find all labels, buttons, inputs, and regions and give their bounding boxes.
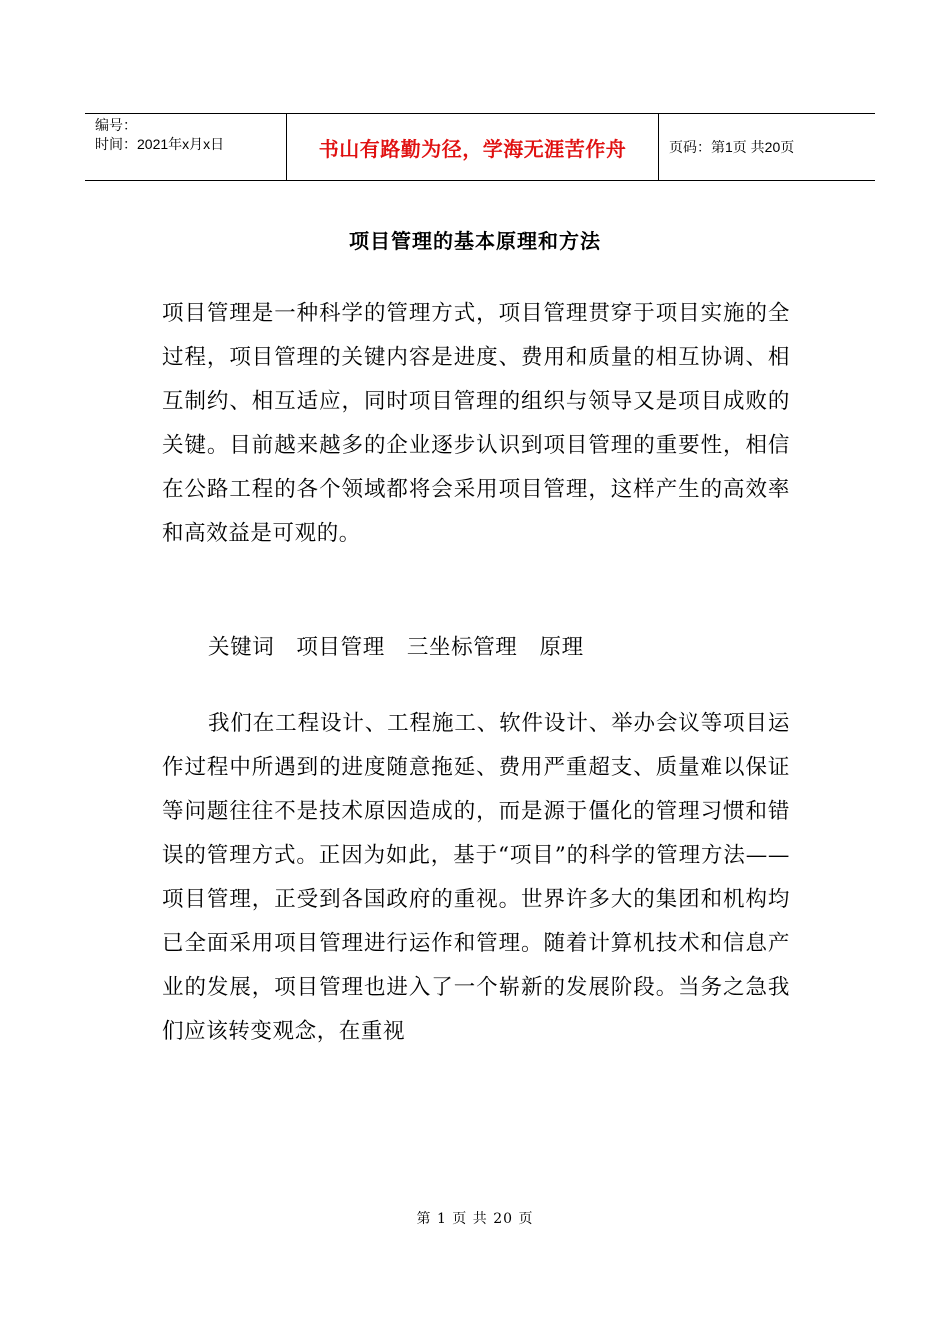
body-paragraph: 我们在工程设计、工程施工、软件设计、举办会议等项目运作过程中所遇到的进度随意拖延、费用严重超支、质量难以保证等问题往往不是技术原因造成的，而是源于僵化的管理习惯和错误的管理方式。正因为如此，基于“项目”的科学的管理方法——项目管理，正受到各国政府的重视。世界许多大的集团和机构均已全面采用项目管理进行运作和管理。随着计算机技术和信息产业的发展，项目管理也进入了一个崭新的发展阶段。当务之急我们应该转变观念，在重视 [162, 711, 790, 1044]
document-title: 项目管理的基本原理和方法 [349, 229, 601, 253]
document-header [85, 113, 875, 181]
page-footer: 第 1 页 共 20 页 [416, 1211, 534, 1227]
header-meta-cell [85, 114, 286, 180]
abstract-paragraph: 项目管理是一种科学的管理方式，项目管理贯穿于项目实施的全过程，项目管理的关键内容是进度、费用和质量的相互协调、相互制约、相互适应，同时项目管理的组织与领导又是项目成败的关键。目前越来越多的企业逐步认识到项目管理的重要性，相信在公路工程的各个领域都将会采用项目管理，这样产生的高效率和高效益是可观的。 [162, 301, 790, 546]
serial-number-label: 编号： [95, 117, 137, 133]
header-motto-cell [286, 114, 659, 180]
keywords-line: 关键词 项目管理 三坐标管理 原理 [208, 635, 584, 660]
header-page-cell [659, 114, 875, 180]
header-page-info: 页码：第1页 共20页 [669, 139, 795, 155]
time-label: 时间：2021年x月x日 [95, 136, 225, 152]
motto-text: 书山有路勤为径，学海无涯苦作舟 [318, 136, 627, 161]
